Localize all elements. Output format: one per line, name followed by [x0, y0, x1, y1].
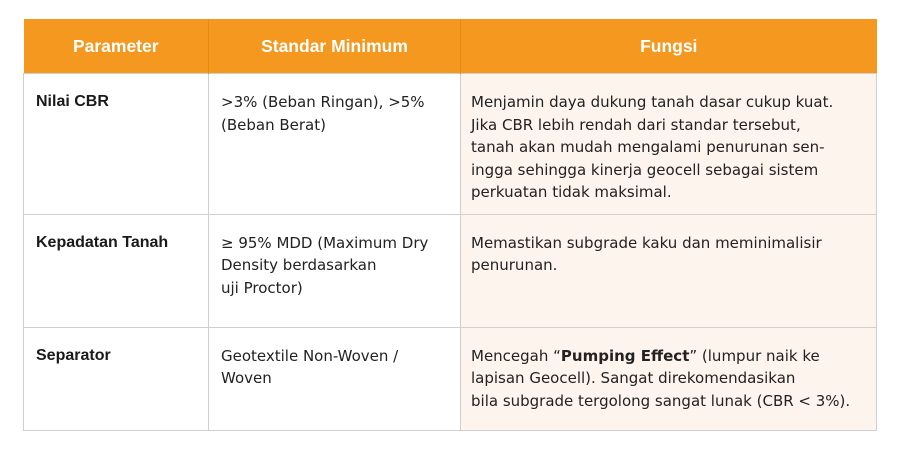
cell-parameter: Kepadatan Tanah — [24, 214, 209, 327]
header-standar-minimum: Standar Minimum — [209, 19, 461, 74]
cell-parameter: Separator — [24, 327, 209, 430]
cell-fungsi — [461, 327, 877, 430]
fungsi-prefix: Mencegah “ — [471, 346, 561, 365]
header-parameter: Parameter — [24, 19, 209, 74]
table-header — [24, 19, 877, 74]
cell-parameter: Nilai CBR — [24, 74, 209, 215]
header-fungsi: Fungsi — [461, 19, 877, 74]
fungsi-suffix: ” (lumpur naik ke lapisan Geocell). Sangat direkomendasikan bila subgrade tergolong sangat lunak (CBR < 3%). — [471, 346, 851, 410]
table-body — [24, 74, 877, 431]
table-row-kepadatan-tanah — [24, 214, 877, 327]
cell-fungsi: Memastikan subgrade kaku dan meminimalisir penurunan. — [461, 214, 877, 327]
cell-standar: ≥ 95% MDD (Maximum Dry Density berdasarkan uji Proctor) — [209, 214, 461, 327]
table-row-nilai-cbr — [24, 74, 877, 215]
requirements-table — [23, 19, 877, 431]
cell-fungsi: Menjamin daya dukung tanah dasar cukup kuat. Jika CBR lebih rendah dari standar tersebut, tanah akan mudah mengalami penurunan sen- ingga sehingga kinerja geocell sebagai sistem perkuatan tidak maksimal. — [461, 74, 877, 215]
table-row-separator — [24, 327, 877, 430]
cell-standar: >3% (Beban Ringan), >5% (Beban Berat) — [209, 74, 461, 215]
cell-standar: Geotextile Non-Woven / Woven — [209, 327, 461, 430]
fungsi-bold-term: Pumping Effect — [560, 346, 690, 365]
header-row — [24, 19, 877, 74]
